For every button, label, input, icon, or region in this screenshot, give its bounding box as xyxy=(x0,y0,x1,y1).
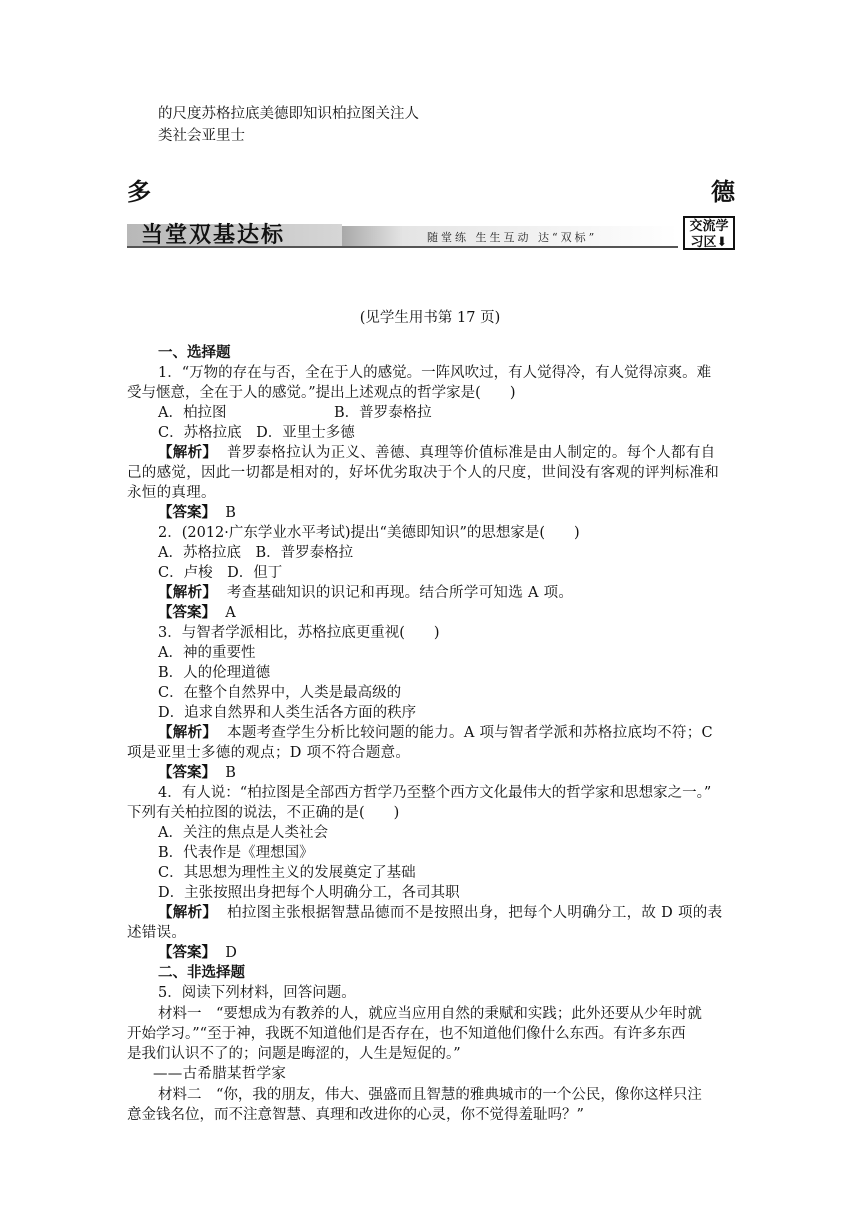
q1-explanation-line-2: 己的感觉，因此一切都是相对的，好坏优劣取决于个人的尺度，世间没有客观的评判标准和 xyxy=(127,465,719,481)
q4-answer-value: D xyxy=(225,945,237,961)
q1-stem-line-1: 1．“万物的存在与否，全在于人的感觉。一阵风吹过，有人觉得冷，有人觉得凉爽。难 xyxy=(158,365,712,381)
q4-answer-label: 【答案】 xyxy=(158,944,216,961)
q4-explanation-text: 柏拉图主张根据智慧品德而不是按照出身，把每个人明确分工，故 D 项的表 xyxy=(227,905,723,921)
q4-explanation-line-1 xyxy=(158,903,778,923)
section-heading-choice: 一、选择题 xyxy=(158,344,231,361)
page-reference: (见学生用书第 17 页) xyxy=(359,310,501,326)
q3-option-a: A．神的重要性 xyxy=(158,645,256,661)
q3-answer-label: 【答案】 xyxy=(158,764,216,781)
q4-explanation-label: 【解析】 xyxy=(158,904,218,921)
q1-answer-value: B xyxy=(225,505,236,521)
q1-option-a: A．柏拉图 xyxy=(158,405,227,421)
banner-subtitle: 随堂练 生生互动 达“双标” xyxy=(427,231,598,244)
q3-option-c: C．在整个自然界中，人类是最高级的 xyxy=(158,685,402,701)
q1-explanation-line-3: 永恒的真理。 xyxy=(127,485,216,501)
q4-stem-line-2: 下列有关柏拉图的说法，不正确的是( ) xyxy=(127,805,400,821)
q4-option-b: B．代表作是《理想国》 xyxy=(158,845,314,861)
q1-explanation-text: 普罗泰格拉认为正义、善德、真理等价值标准是由人制定的。每个人都有自 xyxy=(227,445,716,461)
q3-explanation-line-2: 项是亚里士多德的观点；D 项不符合题意。 xyxy=(127,745,411,761)
q1-stem-line-2: 受与惬意，全在于人的感觉。”提出上述观点的哲学家是( ) xyxy=(127,385,516,401)
q5-material1-line-1: 材料一 “要想成为有教养的人，就应当应用自然的秉赋和实践；此外还要从少年时就 xyxy=(158,1006,702,1022)
banner-title: 当堂双基达标 xyxy=(141,222,286,248)
q5-material1-source: ——古希腊某哲学家 xyxy=(153,1066,287,1082)
q1-explanation-line-1 xyxy=(158,443,778,463)
q2-stem: 2．(2012·广东学业水平考试)提出“美德即知识”的思想家是( ) xyxy=(158,525,580,541)
q4-explanation-line-2: 述错误。 xyxy=(127,925,187,941)
q2-options-ab: A．苏格拉底 B．普罗泰格拉 xyxy=(158,545,354,561)
q3-explanation-line-1 xyxy=(158,723,778,743)
q4-stem-line-1: 4．有人说：“柏拉图是全部西方哲学乃至整个西方文化最伟大的哲学家和思想家之一。” xyxy=(158,785,712,801)
q1-option-b: B．普罗泰格拉 xyxy=(334,405,432,421)
q4-option-a: A．关注的焦点是人类社会 xyxy=(158,825,328,841)
q2-explanation xyxy=(158,583,778,603)
q3-stem: 3．与智者学派相比，苏格拉底更重视( ) xyxy=(158,625,440,641)
q2-options-cd: C．卢梭 D．但丁 xyxy=(158,565,283,581)
q3-answer-value: B xyxy=(225,765,236,781)
q2-answer-value: A xyxy=(225,605,236,621)
spread-heading-right: 德 xyxy=(711,177,735,206)
q4-answer xyxy=(158,943,778,963)
q5-material2-line-2: 意金钱名位，而不注意智慧、真理和改进你的心灵，你不觉得羞耻吗？” xyxy=(127,1107,584,1123)
q3-explanation-label: 【解析】 xyxy=(158,724,218,741)
exchange-area-box xyxy=(683,216,735,250)
q3-explanation-text: 本题考查学生分析比较问题的能力。A 项与智者学派和苏格拉底均不符；C xyxy=(227,725,713,741)
section-banner xyxy=(127,216,737,252)
q3-option-d: D．追求自然界和人类生活各方面的秩序 xyxy=(158,705,417,721)
spread-heading xyxy=(127,172,735,207)
q1-answer xyxy=(158,503,778,523)
section-heading-nonchoice: 二、非选择题 xyxy=(158,964,245,981)
q5-material2-line-1: 材料二 “你，我的朋友，伟大、强盛而且智慧的雅典城市的一个公民，像你这样只注 xyxy=(158,1087,702,1103)
spread-heading-left: 多 xyxy=(127,177,151,206)
q5-material1-line-2: 开始学习。”“至于神，我既不知道他们是否存在，也不知道他们像什么东西。有许多东西 xyxy=(127,1026,686,1042)
q2-explanation-label: 【解析】 xyxy=(158,584,218,601)
q1-options-cd: C．苏格拉底 D．亚里士多德 xyxy=(158,425,355,441)
q2-explanation-text: 考查基础知识的识记和再现。结合所学可知选 A 项。 xyxy=(227,585,574,601)
q2-answer-label: 【答案】 xyxy=(158,604,216,621)
exchange-box-line-1: 交流学 xyxy=(689,219,729,234)
q5-stem: 5．阅读下列材料，回答问题。 xyxy=(158,985,356,1001)
top-text-line-1: 的尺度苏格拉底美德即知识柏拉图关注人 xyxy=(158,106,419,122)
q5-material1-line-3: 是我们认识不了的；问题是晦涩的，人生是短促的。” xyxy=(127,1046,461,1062)
q2-answer xyxy=(158,603,778,623)
q4-option-d: D．主张按照出身把每个人明确分工，各司其职 xyxy=(158,885,460,901)
top-text-line-2: 类社会亚里士 xyxy=(158,128,245,144)
q3-option-b: B．人的伦理道德 xyxy=(158,665,271,681)
q1-answer-label: 【答案】 xyxy=(158,504,216,521)
exchange-box-line-2: 习区⬇ xyxy=(690,235,728,250)
q3-answer xyxy=(158,763,778,783)
q1-explanation-label: 【解析】 xyxy=(158,444,218,461)
q4-option-c: C．其思想为理性主义的发展奠定了基础 xyxy=(158,865,416,881)
